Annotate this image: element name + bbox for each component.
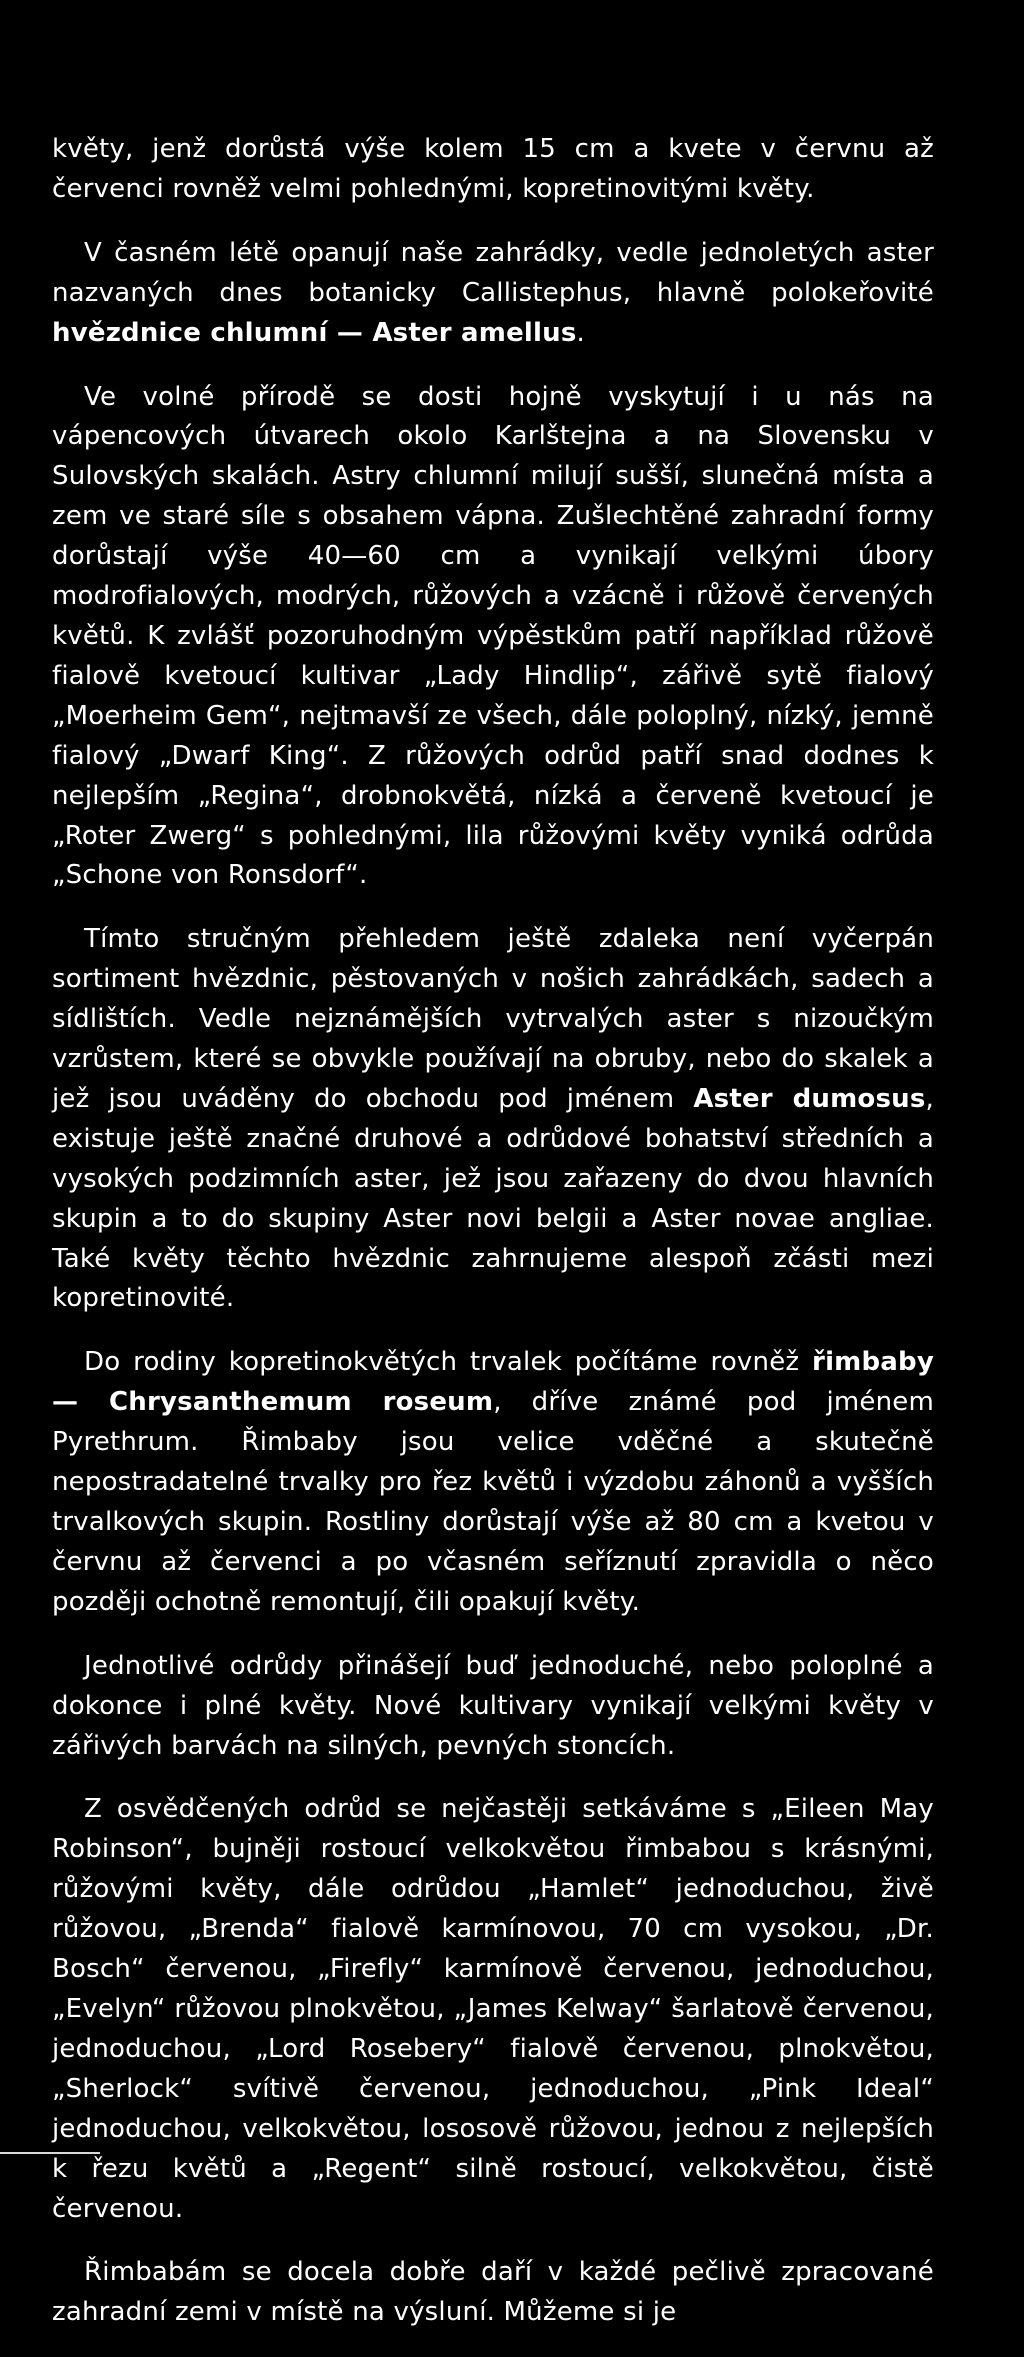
text-run: Jednotlivé odrůdy přinášejí buď jednoduché, nebo poloplné a dokonce i plné květy. Nové kultivary vynikají velkými květy v zářivých barvách na silných, pevných stoncích. <box>52 1650 934 1761</box>
paragraph-p5 <box>52 1343 934 1622</box>
bold-term: řimbaby — Chrysanthemum roseum <box>52 1347 934 1418</box>
text-run: květy, jenž dorůstá výše kolem 15 cm a kvete v červnu až červenci rovněž velmi pohlednými, kopretinovitými květy. <box>52 134 934 204</box>
text-run: Do rodiny kopretinokvětých trvalek počítáme rovněž <box>84 1347 813 1378</box>
paragraph-p1 <box>52 130 934 210</box>
paragraph-p7 <box>52 1790 934 2229</box>
text-run: , existuje ještě značné druhové a odrůdové bohatství středních a vysokých podzimních aster, jež jsou zařazeny do dvou hlavních skupin a to do skupiny Aster novi belgii a Aster novae angliae. Také květy těchto hvězdnic zahrnujeme alespoň zčásti mezi kopretinovité. <box>52 1083 935 1314</box>
page-bottom-rule <box>0 2152 100 2154</box>
paragraph-p3 <box>52 378 934 897</box>
paragraph-p6 <box>52 1647 934 1767</box>
text-run: Tímto stručným přehledem ještě zdaleka není vyčerpán sortiment hvězdnic, pěstovaných v nošich zahrádkách, sadech a sídlištích. Vedle nejznámějších vytrvalých aster s nizoučkým vzrůstem, které se obvykle používají na obruby, nebo do skalek a jež jsou uváděny do obchodu pod jménem <box>52 924 934 1114</box>
paragraph-p4 <box>52 920 934 1319</box>
text-run: V časném létě opanují naše zahrádky, vedle jednoletých aster nazvaných dnes botanicky Callistephus, hlavně polokeřovité <box>52 237 934 308</box>
paragraph-p8 <box>52 2253 934 2333</box>
article-text <box>52 130 934 2357</box>
text-run: Řimbabám se docela dobře daří v každé pečlivě zpracované zahradní zemi v místě na výsluní. Můžeme si je <box>52 2257 934 2328</box>
text-run: Ve volné přírodě se dosti hojně vyskytují i u nás na vápencových útvarech okolo Karlštejna a na Slovensku v Sulovských skalách. Astry chlumní milují sušší, slunečná místa a zem ve staré síle s obsahem vápna. Zušlechtěné zahradní formy dorůstají výše 40—60 cm a vynikají velkými úbory modrofialových, modrých, růžových a vzácně i růžově červených květů. K zvlášť pozoruhodným výpěstkům patří například růžově fialově kvetoucí kultivar „Lady Hindlip“, zářivě sytě fialový „Moerheim Gem“, nejtmavší ze všech, dále poloplný, nízký, jemně fialový „Dwarf King“. Z růžových odrůd patří snad dodnes k nejlepším „Regina“, drobnokvětá, nízká a červeně kvetoucí je „Roter Zwerg“ s pohlednými, lila růžovými květy vyniká odrůda „Schone von Ronsdorf“. <box>52 381 934 891</box>
paragraph-p2 <box>52 234 934 354</box>
bold-term: Aster dumosus <box>693 1083 926 1114</box>
bold-term: hvězdnice chlumní — Aster amellus <box>52 317 577 348</box>
text-run: Z osvědčených odrůd se nejčastěji setkáváme s „Eileen May Robinson“, bujněji rostoucí velkokvětou řimbabou s krásnými, růžovými květy, dále odrůdou „Hamlet“ jednoduchou, živě růžovou, „Brenda“ fialově karmínovou, 70 cm vysokou, „Dr. Bosch“ červenou, „Firefly“ karmínově červenou, jednoduchou, „Evelyn“ růžovou plnokvětou, „James Kelway“ šarlatově červenou, jednoduchou, „Lord Rosebery“ fialově červenou, plnokvětou, „Sherlock“ svítivě červenou, jednoduchou, „Pink Ideal“ jednoduchou, velkokvětou, lososově růžovou, jednou z nejlepších k řezu květů a „Regent“ silně rostoucí, velkokvětou, čistě červenou. <box>52 1794 934 2224</box>
text-run: . <box>576 317 585 348</box>
text-run: , dříve známé pod jménem Pyrethrum. Řimbaby jsou velice vděčné a skutečně nepostradatelné trvalky pro řez květů i výzdobu záhonů a vyšších trvalkových skupin. Rostliny dorůstají výše až 80 cm a kvetou v červnu až červenci a po včasném seříznutí zpravidla o něco později ochotně remontují, čili opakují květy. <box>52 1387 934 1617</box>
